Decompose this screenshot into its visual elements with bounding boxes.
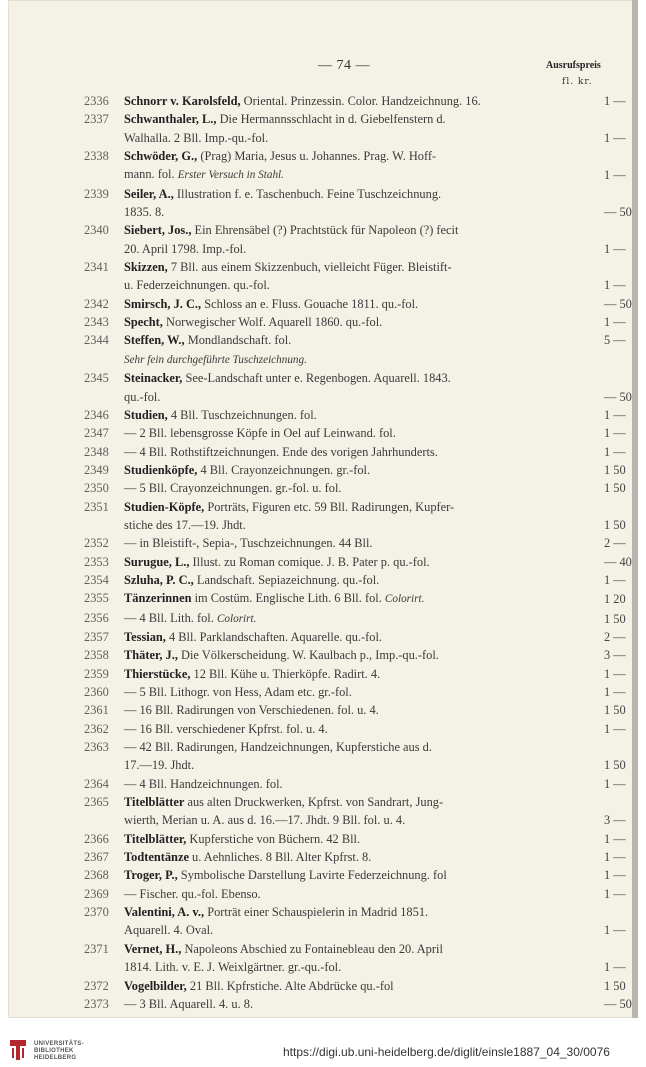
entry-description bbox=[124, 461, 626, 479]
catalog-entry bbox=[84, 609, 626, 628]
entry-artist-name: Tessian, bbox=[124, 629, 166, 644]
entry-line bbox=[124, 350, 576, 369]
entry-text: — 2 Bll. lebensgrosse Köpfe in Oel auf Leinwand. fol. bbox=[124, 426, 396, 441]
catalog-entry bbox=[84, 830, 626, 848]
entry-description bbox=[124, 589, 626, 608]
entry-line bbox=[124, 830, 626, 848]
entry-artist-name: Smirsch, J. C., bbox=[124, 296, 202, 311]
entry-number: 2349 bbox=[84, 462, 109, 477]
entry-price: 1 — bbox=[604, 444, 626, 459]
catalog-entry bbox=[84, 683, 626, 701]
entry-text: Illust. zu Roman comique. J. B. Pater p. qu.-fol. bbox=[189, 554, 430, 569]
entry-number: 2350 bbox=[84, 481, 109, 496]
entry-line bbox=[124, 331, 626, 349]
entry-description bbox=[124, 185, 632, 222]
entry-number: 2338 bbox=[84, 149, 109, 164]
entry-price: — 40 bbox=[604, 554, 632, 569]
entry-line bbox=[124, 369, 576, 387]
entry-description bbox=[124, 479, 626, 497]
entry-description bbox=[124, 571, 626, 589]
entry-price: 3 — bbox=[604, 648, 626, 663]
entry-text: Kupferstiche von Büchern. 42 Bll. bbox=[186, 831, 361, 846]
entry-line bbox=[124, 498, 576, 516]
entry-note: Colorirt. bbox=[216, 612, 257, 625]
entry-description bbox=[124, 646, 626, 664]
entry-line bbox=[124, 701, 626, 719]
entry-price: 2 — bbox=[604, 629, 626, 644]
entry-line bbox=[124, 848, 626, 866]
entry-text: mann. fol. bbox=[124, 167, 178, 182]
entry-number: 2351 bbox=[84, 499, 109, 514]
entry-text: — in Bleistift-, Sepia-, Tuschzeichnungen. 44 Bll. bbox=[124, 536, 373, 551]
entry-text: Napoleons Abschied zu Fontainebleau den 20. April bbox=[181, 941, 443, 956]
library-logo-text bbox=[34, 1041, 84, 1062]
entry-description bbox=[124, 775, 626, 793]
entry-description bbox=[124, 738, 626, 775]
catalog-entry bbox=[84, 646, 626, 664]
entry-price: 1 — bbox=[604, 407, 626, 422]
catalog-entry bbox=[84, 775, 626, 793]
price-units-heading: fl. kr. bbox=[562, 77, 593, 87]
entry-text: aus alten Druckwerken, Kpfrst. von Sandrart, Jung- bbox=[184, 795, 444, 810]
entry-line bbox=[124, 388, 632, 406]
catalog-entry bbox=[84, 443, 626, 461]
entry-line bbox=[124, 903, 576, 921]
entry-artist-name: Skizzen, bbox=[124, 260, 168, 275]
entry-number: 2337 bbox=[84, 112, 109, 127]
entry-line bbox=[124, 295, 632, 313]
entry-line bbox=[124, 185, 576, 203]
entry-description bbox=[124, 295, 632, 313]
entry-line bbox=[124, 756, 626, 774]
entry-line bbox=[124, 885, 626, 903]
entry-text: — 42 Bll. Radirungen, Handzeichnungen, Kupferstiche aus d. bbox=[124, 740, 432, 755]
entry-artist-name: Studienköpfe, bbox=[124, 462, 198, 477]
entry-number: 2365 bbox=[84, 795, 109, 810]
entry-description bbox=[124, 609, 626, 628]
entry-line bbox=[124, 738, 576, 756]
entry-line bbox=[124, 940, 576, 958]
entry-description bbox=[124, 534, 626, 552]
entry-description bbox=[124, 628, 626, 646]
entry-price: 1 — bbox=[604, 960, 626, 975]
entry-price: 1 — bbox=[604, 868, 626, 883]
entry-description bbox=[124, 313, 626, 331]
catalog-entry bbox=[84, 185, 632, 222]
entry-text: 21 Bll. Kpfrstiche. Alte Abdrücke qu.-fol bbox=[186, 978, 394, 993]
entry-price: — 50 bbox=[604, 205, 632, 220]
entry-text: (Prag) Maria, Jesus u. Johannes. Prag. W. Hoff- bbox=[197, 149, 437, 164]
footer bbox=[0, 1018, 646, 1067]
entry-line bbox=[124, 129, 626, 147]
entry-line bbox=[124, 240, 626, 258]
page-header bbox=[8, 58, 638, 74]
entry-text: 12 Bll. Kühe u. Thierköpfe. Radirt. 4. bbox=[190, 666, 381, 681]
entry-number: 2360 bbox=[84, 685, 109, 699]
entry-number: 2356 bbox=[84, 610, 109, 625]
entry-price: 1 50 bbox=[604, 517, 626, 532]
entry-line bbox=[124, 313, 626, 331]
catalog-entry bbox=[84, 331, 626, 369]
entry-description bbox=[124, 258, 626, 295]
entry-number: 2340 bbox=[84, 223, 109, 238]
entry-line bbox=[124, 424, 626, 442]
entry-line bbox=[124, 646, 626, 664]
entry-line bbox=[124, 775, 626, 793]
entry-line bbox=[124, 443, 626, 461]
entry-text: — 4 Bll. Lith. fol. bbox=[124, 610, 217, 625]
entry-number: 2357 bbox=[84, 629, 109, 644]
entry-number: 2354 bbox=[84, 572, 109, 587]
entry-number: 2343 bbox=[84, 315, 109, 330]
catalog-entry bbox=[84, 406, 626, 424]
entry-line bbox=[124, 811, 626, 829]
entry-price: 1 50 bbox=[604, 758, 626, 773]
entry-price: 1 — bbox=[604, 572, 626, 587]
entry-description bbox=[124, 553, 632, 571]
entry-number: 2346 bbox=[84, 407, 109, 422]
catalog-entry bbox=[84, 461, 626, 479]
entry-price: 1 — bbox=[604, 426, 626, 441]
entry-description bbox=[124, 830, 626, 848]
entry-text: — 5 Bll. Crayonzeichnungen. gr.-fol. u. fol. bbox=[124, 481, 342, 496]
entry-text: qu.-fol. bbox=[124, 389, 161, 404]
entry-number: 2367 bbox=[84, 850, 109, 865]
catalog-entry bbox=[84, 995, 632, 1013]
catalog-entry bbox=[84, 977, 626, 995]
entry-description bbox=[124, 848, 626, 866]
catalog-entry bbox=[84, 866, 626, 884]
entry-artist-name: Studien, bbox=[124, 407, 168, 422]
entry-artist-name: Vogelbilder, bbox=[124, 978, 187, 993]
catalog-entry bbox=[84, 92, 626, 110]
entry-text: 4 Bll. Tuschzeichnungen. fol. bbox=[167, 407, 317, 422]
entry-description bbox=[124, 110, 626, 147]
entry-number: 2370 bbox=[84, 905, 109, 920]
entry-number: 2347 bbox=[84, 426, 109, 441]
entry-text: Die Völkerscheidung. W. Kaulbach p., Imp.-qu.-fol. bbox=[177, 648, 439, 663]
entry-note: Colorirt. bbox=[384, 593, 425, 606]
entry-description bbox=[124, 995, 632, 1013]
entry-description bbox=[124, 940, 626, 977]
entry-number: 2366 bbox=[84, 831, 109, 846]
catalog-entry bbox=[84, 147, 626, 185]
entry-price: 2 — bbox=[604, 536, 626, 551]
entry-artist-name: Specht, bbox=[124, 315, 163, 330]
entry-line bbox=[124, 958, 626, 976]
entry-number: 2368 bbox=[84, 868, 109, 883]
entry-number: 2372 bbox=[84, 978, 109, 993]
catalog-entry bbox=[84, 940, 626, 977]
entry-text: u. Aehnliches. 8 Bll. Alter Kpfrst. 8. bbox=[188, 850, 372, 865]
entry-number: 2362 bbox=[84, 721, 109, 736]
entry-description bbox=[124, 369, 632, 406]
entry-text: Mondlandschaft. fol. bbox=[184, 333, 292, 348]
entry-number: 2355 bbox=[84, 591, 109, 606]
entry-price: 1 50 bbox=[604, 703, 626, 718]
entry-line bbox=[124, 92, 626, 110]
entry-text: Walhalla. 2 Bll. Imp.-qu.-fol. bbox=[124, 130, 269, 145]
catalog-entry bbox=[84, 848, 626, 866]
entry-line bbox=[124, 793, 576, 811]
entry-price: 1 — bbox=[604, 850, 626, 865]
entry-description bbox=[124, 793, 626, 830]
catalog-entry bbox=[84, 479, 626, 497]
entry-number: 2344 bbox=[84, 333, 109, 348]
catalog-entry bbox=[84, 110, 626, 147]
catalog-entry bbox=[84, 628, 626, 646]
entry-artist-name: Seiler, A., bbox=[124, 186, 174, 201]
entry-description bbox=[124, 331, 626, 369]
entry-number: 2345 bbox=[84, 371, 109, 386]
entry-price: 1 — bbox=[604, 923, 626, 938]
entry-price: 1 20 bbox=[604, 592, 626, 607]
entry-artist-name: Steffen, W., bbox=[124, 333, 185, 348]
entry-artist-name: Studien-Köpfe, bbox=[124, 499, 205, 514]
entry-line bbox=[124, 203, 632, 221]
entry-number: 2371 bbox=[84, 941, 109, 956]
entry-line bbox=[124, 683, 626, 701]
entry-text: Illustration f. e. Taschenbuch. Feine Tuschzeichnung. bbox=[173, 186, 442, 201]
entry-price: 1 50 bbox=[604, 978, 626, 993]
entry-line bbox=[124, 571, 626, 589]
logo-text-line: UNIVERSITÄTS- bbox=[34, 1041, 84, 1047]
entry-text: 17.—19. Jhdt. bbox=[124, 758, 195, 773]
entry-price: 1 — bbox=[604, 666, 626, 681]
entry-text: Norwegischer Wolf. Aquarell 1860. qu.-fol. bbox=[162, 315, 383, 330]
entry-number: 2359 bbox=[84, 666, 109, 681]
entry-number: 2339 bbox=[84, 186, 109, 201]
entry-text: wierth, Merian u. A. aus d. 16.—17. Jhdt. 9 Bll. fol. u. 4. bbox=[124, 813, 406, 828]
entry-artist-name: Titelblätter bbox=[124, 795, 185, 810]
entry-price: 1 50 bbox=[604, 611, 626, 626]
entry-number: 2364 bbox=[84, 776, 109, 791]
catalog-entry bbox=[84, 534, 626, 552]
entry-text: u. Federzeichnungen. qu.-fol. bbox=[124, 278, 270, 293]
catalog-entry bbox=[84, 903, 626, 940]
entry-text: 4 Bll. Crayonzeichnungen. gr.-fol. bbox=[197, 462, 371, 477]
entry-description bbox=[124, 866, 626, 884]
entry-price: 1 — bbox=[604, 241, 626, 256]
entry-artist-name: Tänzerinnen bbox=[124, 591, 192, 606]
entry-price: — 50 bbox=[604, 389, 632, 404]
entry-text: — 4 Bll. Rothstiftzeichnungen. Ende des vorigen Jahrhunderts. bbox=[124, 444, 438, 459]
entry-artist-name: Thäter, J., bbox=[124, 648, 178, 663]
entry-artist-name: Titelblätter, bbox=[124, 831, 187, 846]
page-number: — 74 — bbox=[318, 58, 370, 73]
entry-price: 1 — bbox=[604, 278, 626, 293]
entry-artist-name: Troger, P., bbox=[124, 868, 178, 883]
entry-line bbox=[124, 461, 626, 479]
entry-artist-name: Todtentänze bbox=[124, 850, 189, 865]
catalog-entry bbox=[84, 571, 626, 589]
entry-number: 2369 bbox=[84, 886, 109, 901]
entry-text: Landschaft. Sepiazeichnung. qu.-fol. bbox=[193, 572, 380, 587]
entry-artist-name: Siebert, Jos., bbox=[124, 223, 192, 238]
entry-line bbox=[124, 720, 626, 738]
entry-number: 2348 bbox=[84, 444, 109, 459]
entry-note: Erster Versuch in Stahl. bbox=[177, 169, 284, 182]
entry-description bbox=[124, 701, 626, 719]
entry-description bbox=[124, 720, 626, 738]
entry-price: 1 — bbox=[604, 315, 626, 330]
entry-text: 4 Bll. Parklandschaften. Aquarelle. qu.-fol. bbox=[165, 629, 382, 644]
entry-price: 1 50 bbox=[604, 481, 626, 496]
entry-text: Die Hermannsschlacht in d. Giebelfenstern d. bbox=[216, 112, 446, 127]
entry-line bbox=[124, 589, 626, 608]
entry-description bbox=[124, 147, 626, 185]
entry-note: Sehr fein durchgeführte Tuschzeichnung. bbox=[124, 353, 307, 366]
entry-description bbox=[124, 424, 626, 442]
entry-text: Ein Ehrensäbel (?) Prachtstück für Napoleon (?) fecit bbox=[191, 223, 459, 238]
catalog-entry bbox=[84, 701, 626, 719]
entry-number: 2342 bbox=[84, 296, 109, 311]
entry-text: Porträts, Figuren etc. 59 Bll. Radirungen, Kupfer- bbox=[204, 499, 455, 514]
entry-price: 1 50 bbox=[604, 462, 626, 477]
entry-price: 1 — bbox=[604, 685, 626, 699]
entry-artist-name: Valentini, A. v., bbox=[124, 905, 205, 920]
entry-text: — 4 Bll. Handzeichnungen. fol. bbox=[124, 776, 283, 791]
entry-number: 2363 bbox=[84, 740, 109, 755]
library-logo-icon bbox=[8, 1038, 28, 1062]
entry-text: — 5 Bll. Lithogr. von Hess, Adam etc. gr.-fol. bbox=[124, 685, 352, 699]
entry-text: im Costüm. Englische Lith. 6 Bll. fol. bbox=[191, 591, 385, 606]
logo-text-line: HEIDELBERG bbox=[34, 1055, 77, 1061]
entry-number: 2358 bbox=[84, 648, 109, 663]
entry-number: 2341 bbox=[84, 260, 109, 275]
entry-price: 1 — bbox=[604, 721, 626, 736]
entry-price: 3 — bbox=[604, 813, 626, 828]
entry-price: — 50 bbox=[604, 296, 632, 311]
entry-text: stiche des 17.—19. Jhdt. bbox=[124, 517, 246, 532]
entry-line bbox=[124, 609, 626, 628]
entry-text: 7 Bll. aus einem Skizzenbuch, vielleicht Füger. Bleistift- bbox=[167, 260, 452, 275]
entry-description bbox=[124, 443, 626, 461]
entry-description bbox=[124, 903, 626, 940]
catalog-entry bbox=[84, 793, 626, 830]
entry-artist-name: Schwanthaler, L., bbox=[124, 112, 217, 127]
entry-line bbox=[124, 110, 576, 128]
entry-number: 2373 bbox=[84, 996, 109, 1011]
entry-number: 2352 bbox=[84, 536, 109, 551]
entry-description bbox=[124, 665, 626, 683]
entry-line bbox=[124, 921, 626, 939]
entry-price: 5 — bbox=[604, 333, 626, 348]
entry-artist-name: Szluha, P. C., bbox=[124, 572, 194, 587]
entry-line bbox=[124, 406, 626, 424]
catalog-entry bbox=[84, 424, 626, 442]
entry-line bbox=[124, 866, 626, 884]
entry-line bbox=[124, 534, 626, 552]
entry-artist-name: Steinacker, bbox=[124, 371, 183, 386]
entry-text: Porträt einer Schauspielerin in Madrid 1851. bbox=[204, 905, 429, 920]
entry-text: — 16 Bll. Radirungen von Verschiedenen. fol. u. 4. bbox=[124, 703, 379, 718]
entry-text: Aquarell. 4. Oval. bbox=[124, 923, 214, 938]
entry-line bbox=[124, 516, 626, 534]
catalog-entry bbox=[84, 221, 626, 258]
entry-description bbox=[124, 406, 626, 424]
entry-text: See-Landschaft unter e. Regenbogen. Aquarell. 1843. bbox=[182, 371, 451, 386]
entry-line bbox=[124, 258, 576, 276]
entry-artist-name: Thierstücke, bbox=[124, 666, 191, 681]
catalog-entry bbox=[84, 589, 626, 608]
entry-text: 1814. Lith. v. E. J. Weixlgärtner. gr.-qu.-fol. bbox=[124, 960, 342, 975]
entry-price: 1 — bbox=[604, 94, 626, 108]
scanned-page bbox=[8, 0, 638, 1018]
entry-line bbox=[124, 165, 626, 184]
entry-description bbox=[124, 977, 626, 995]
entry-description bbox=[124, 221, 626, 258]
catalog-entry bbox=[84, 498, 626, 535]
entry-text: 20. April 1798. Imp.-fol. bbox=[124, 241, 247, 256]
entry-price: 1 — bbox=[604, 130, 626, 145]
entry-number: 2353 bbox=[84, 554, 109, 569]
entry-line bbox=[124, 553, 632, 571]
source-url-link[interactable]: https://digi.ub.uni-heidelberg.de/diglit/einsle1887_04_30/0076 bbox=[283, 1045, 610, 1059]
entry-description bbox=[124, 885, 626, 903]
entry-line bbox=[124, 995, 632, 1013]
entry-line bbox=[124, 276, 626, 294]
entry-artist-name: Schwöder, G., bbox=[124, 149, 198, 164]
logo-text-line: BIBLIOTHEK bbox=[34, 1048, 74, 1054]
catalog-entry bbox=[84, 313, 626, 331]
entry-text: — Fischer. qu.-fol. Ebenso. bbox=[124, 886, 261, 901]
entry-text: Symbolische Darstellung Lavirte Federzeichnung. fol bbox=[177, 868, 447, 883]
entry-price: 1 — bbox=[604, 168, 626, 183]
entry-price: 1 — bbox=[604, 831, 626, 846]
entry-price: — 50 bbox=[604, 996, 632, 1011]
catalog-entry bbox=[84, 885, 626, 903]
entry-price: 1 — bbox=[604, 776, 626, 791]
entry-description bbox=[124, 498, 626, 535]
price-column-heading: Ausrufspreis bbox=[546, 60, 601, 71]
entry-price: 1 — bbox=[604, 886, 626, 901]
entry-line bbox=[124, 221, 576, 239]
entry-line bbox=[124, 628, 626, 646]
entry-text: Schloss an e. Fluss. Gouache 1811. qu.-fol. bbox=[201, 296, 419, 311]
catalog-entry bbox=[84, 369, 632, 406]
entry-text: Oriental. Prinzessin. Color. Handzeichnung. 16. bbox=[240, 94, 481, 108]
entry-artist-name: Schnorr v. Karolsfeld, bbox=[124, 94, 241, 108]
catalog-entries bbox=[84, 92, 632, 1013]
entry-artist-name: Surugue, L., bbox=[124, 554, 190, 569]
entry-description bbox=[124, 683, 626, 701]
entry-description bbox=[124, 92, 626, 110]
entry-text: — 16 Bll. verschiedener Kpfrst. fol. u. 4. bbox=[124, 721, 328, 736]
entry-line bbox=[124, 479, 626, 497]
entry-number: 2361 bbox=[84, 703, 109, 718]
entry-artist-name: Vernet, H., bbox=[124, 941, 182, 956]
entry-line bbox=[124, 977, 626, 995]
catalog-entry bbox=[84, 553, 632, 571]
catalog-entry bbox=[84, 295, 632, 313]
entry-line bbox=[124, 665, 626, 683]
catalog-entry bbox=[84, 738, 626, 775]
entry-text: 1835. 8. bbox=[124, 205, 165, 220]
catalog-entry bbox=[84, 720, 626, 738]
catalog-entry bbox=[84, 665, 626, 683]
entry-number: 2336 bbox=[84, 94, 109, 108]
entry-line bbox=[124, 147, 576, 165]
catalog-entry bbox=[84, 258, 626, 295]
entry-text: — 3 Bll. Aquarell. 4. u. 8. bbox=[124, 996, 254, 1011]
